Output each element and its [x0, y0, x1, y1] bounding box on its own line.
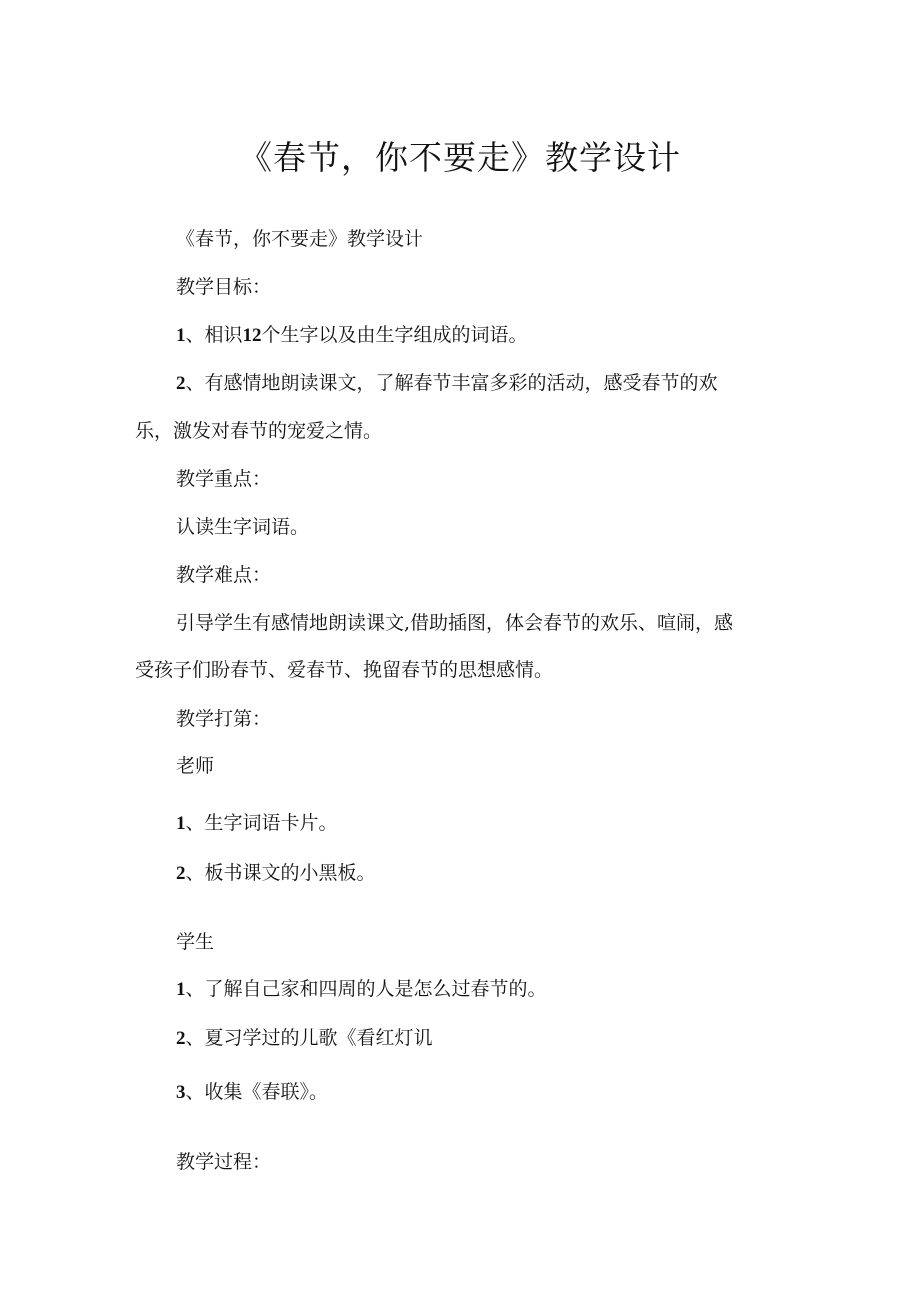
teacher-item-1-number: 1 [176, 813, 186, 834]
student-item-3 [176, 1079, 328, 1106]
difficulty-text-line1: 引导学生有感情地朗读课文,借助插图，体会春节的欢乐、喧闹，感 [176, 612, 734, 634]
goal-item-1 [176, 322, 528, 349]
key-points-text: 认读生字词语。 [176, 516, 310, 538]
preparation-heading: 教学打第： [176, 708, 272, 730]
student-item-2-text: 、夏习学过的儿歌《看红灯讥 [185, 1027, 433, 1049]
teacher-item-2-text: 、板书课文的小黑板。 [185, 862, 376, 884]
teacher-heading: 老师 [176, 755, 215, 777]
difficulty-heading: 教学难点： [176, 564, 272, 586]
goal-item-2-number: 2 [176, 373, 186, 394]
process-heading: 教学过程： [176, 1151, 272, 1173]
document-title: 《春节，你不要走》教学设计 [239, 138, 681, 177]
teacher-item-2 [176, 860, 376, 887]
key-points-heading: 教学重点： [176, 468, 272, 490]
goal-item-2 [176, 370, 718, 397]
student-item-1 [176, 976, 547, 1003]
teacher-item-1 [176, 810, 338, 837]
goal-item-1-text-post: 个生字以及由生字组成的词语。 [261, 324, 528, 346]
goals-heading: 教学目标： [176, 276, 272, 298]
student-item-1-text: 、了解自己家和四周的人是怎么过春节的。 [185, 978, 547, 1000]
student-item-3-number: 3 [176, 1082, 186, 1103]
goal-item-1-number: 1 [176, 325, 186, 346]
teacher-item-2-number: 2 [176, 863, 186, 884]
document-subtitle: 《春节，你不要走》教学设计 [176, 228, 424, 250]
student-heading: 学生 [176, 931, 215, 953]
goal-item-1-text-pre: 、相识 [185, 324, 243, 346]
goal-item-1-count: 12 [242, 325, 262, 346]
student-item-2 [176, 1025, 433, 1052]
student-item-1-number: 1 [176, 979, 186, 1000]
student-item-3-text: 、收集《春联》。 [185, 1081, 329, 1103]
goal-item-2-text-line1: 、有感情地朗读课文，了解春节丰富多彩的活动，感受春节的欢 [185, 372, 718, 394]
teacher-item-1-text: 、生字词语卡片。 [185, 812, 338, 834]
student-item-2-number: 2 [176, 1028, 186, 1049]
goal-item-2-text-line2: 乐，激发对春节的宠爱之情。 [135, 420, 383, 442]
difficulty-text-line2: 受孩子们盼春节、爱春节、挽留春节的思想感情。 [135, 659, 554, 681]
